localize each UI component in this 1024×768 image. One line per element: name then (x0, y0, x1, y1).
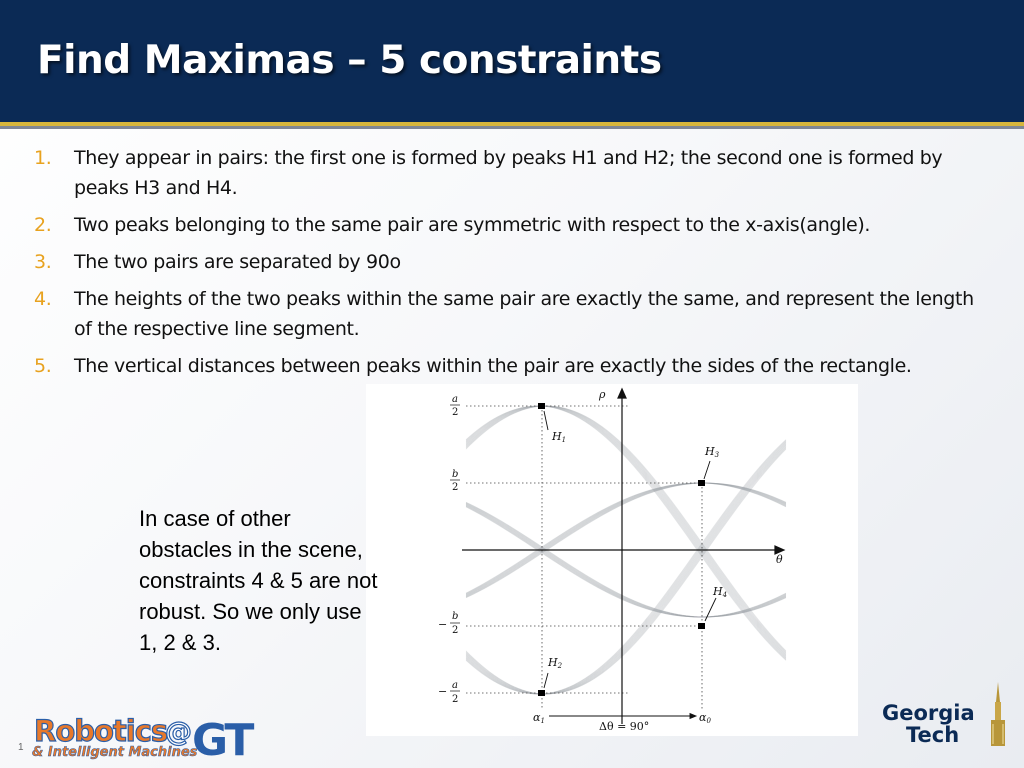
tower-icon (991, 682, 1005, 746)
tick-b-half-den: 2 (452, 482, 459, 493)
constraint-text: Two peaks belonging to the same pair are symmetric with respect to the x-axis(angle). (74, 214, 871, 236)
list-number: 4. (34, 288, 52, 310)
h4-label: H4 (713, 585, 728, 599)
slide-title: Find Maximas – 5 constraints (37, 38, 662, 83)
at-sign: @ (165, 717, 192, 748)
constraint-item-4 (34, 284, 994, 344)
h2-arrow (544, 673, 548, 688)
gt-letters: GT (192, 715, 252, 762)
axes (462, 389, 784, 724)
peak-h3-marker (698, 480, 705, 486)
constraints-list (34, 143, 994, 388)
delta-arrow (690, 714, 696, 719)
constraint-text: The vertical distances between peaks within the pair are exactly the sides of the rectangle. (74, 355, 912, 377)
hough-space-diagram (366, 384, 858, 736)
peak-h2-marker (538, 690, 545, 696)
list-number: 5. (34, 355, 52, 377)
constraint-text: They appear in pairs: the first one is formed by peaks H1 and H2; the second one is formed by peaks H3 and H4. (74, 147, 943, 199)
peak-h1-marker (538, 403, 545, 409)
guide-lines (466, 406, 706, 709)
tick-a-half-num: a (452, 394, 458, 405)
georgia-tech-logo (876, 680, 1016, 760)
h3-label: H3 (705, 445, 720, 459)
h3-arrow (704, 461, 710, 479)
alpha1-label: α1 (533, 711, 545, 725)
list-number: 1. (34, 147, 52, 169)
rho-arrow (618, 389, 626, 398)
gray-divider (0, 126, 1024, 129)
tick-neg-a-num: a (452, 680, 458, 691)
alpha0-label: α0 (699, 711, 711, 725)
title-bar (0, 0, 1024, 122)
constraint-item-1 (34, 143, 994, 203)
constraint-text: The two pairs are separated by 90o (74, 251, 401, 273)
tick-b-half-num: b (452, 469, 459, 480)
robotics-word: Robotics (34, 714, 168, 748)
page-number: 1 (18, 742, 24, 753)
constraint-item-3 (34, 247, 994, 277)
h2-label: H2 (548, 656, 563, 670)
delta-theta-label: Δθ = 90° (599, 720, 650, 733)
h4-arrow (705, 598, 716, 621)
constraint-item-5 (34, 351, 994, 381)
robotics-at-gt-logo (22, 706, 262, 762)
tick-neg-b-num: b (452, 611, 459, 622)
tick-neg-a-minus: − (438, 685, 448, 698)
tick-neg-a-den: 2 (452, 694, 459, 705)
constraint-text: The heights of the two peaks within the same pair are exactly the same, and represent the length of the respective line segment. (74, 288, 974, 340)
list-number: 2. (34, 214, 52, 236)
rho-label: ρ (599, 388, 606, 401)
tick-neg-b-minus: − (438, 618, 448, 631)
tech-word: Tech (906, 723, 960, 747)
peak-h4-marker (698, 623, 705, 629)
tick-a-half-den: 2 (452, 407, 459, 418)
georgia-word: Georgia (882, 701, 975, 725)
hough-transform-figure (366, 384, 858, 736)
h1-arrow (544, 411, 548, 430)
constraint-item-2 (34, 210, 994, 240)
robotics-subtitle: & Intelligent Machines (32, 745, 198, 760)
theta-label: θ (776, 553, 783, 566)
robustness-note: In case of other obstacles in the scene, constraints 4 & 5 are not robust. So we only use 1, 2 & 3. (139, 506, 378, 655)
list-number: 3. (34, 251, 52, 273)
h1-label: H1 (552, 430, 567, 444)
tick-neg-b-den: 2 (452, 625, 459, 636)
